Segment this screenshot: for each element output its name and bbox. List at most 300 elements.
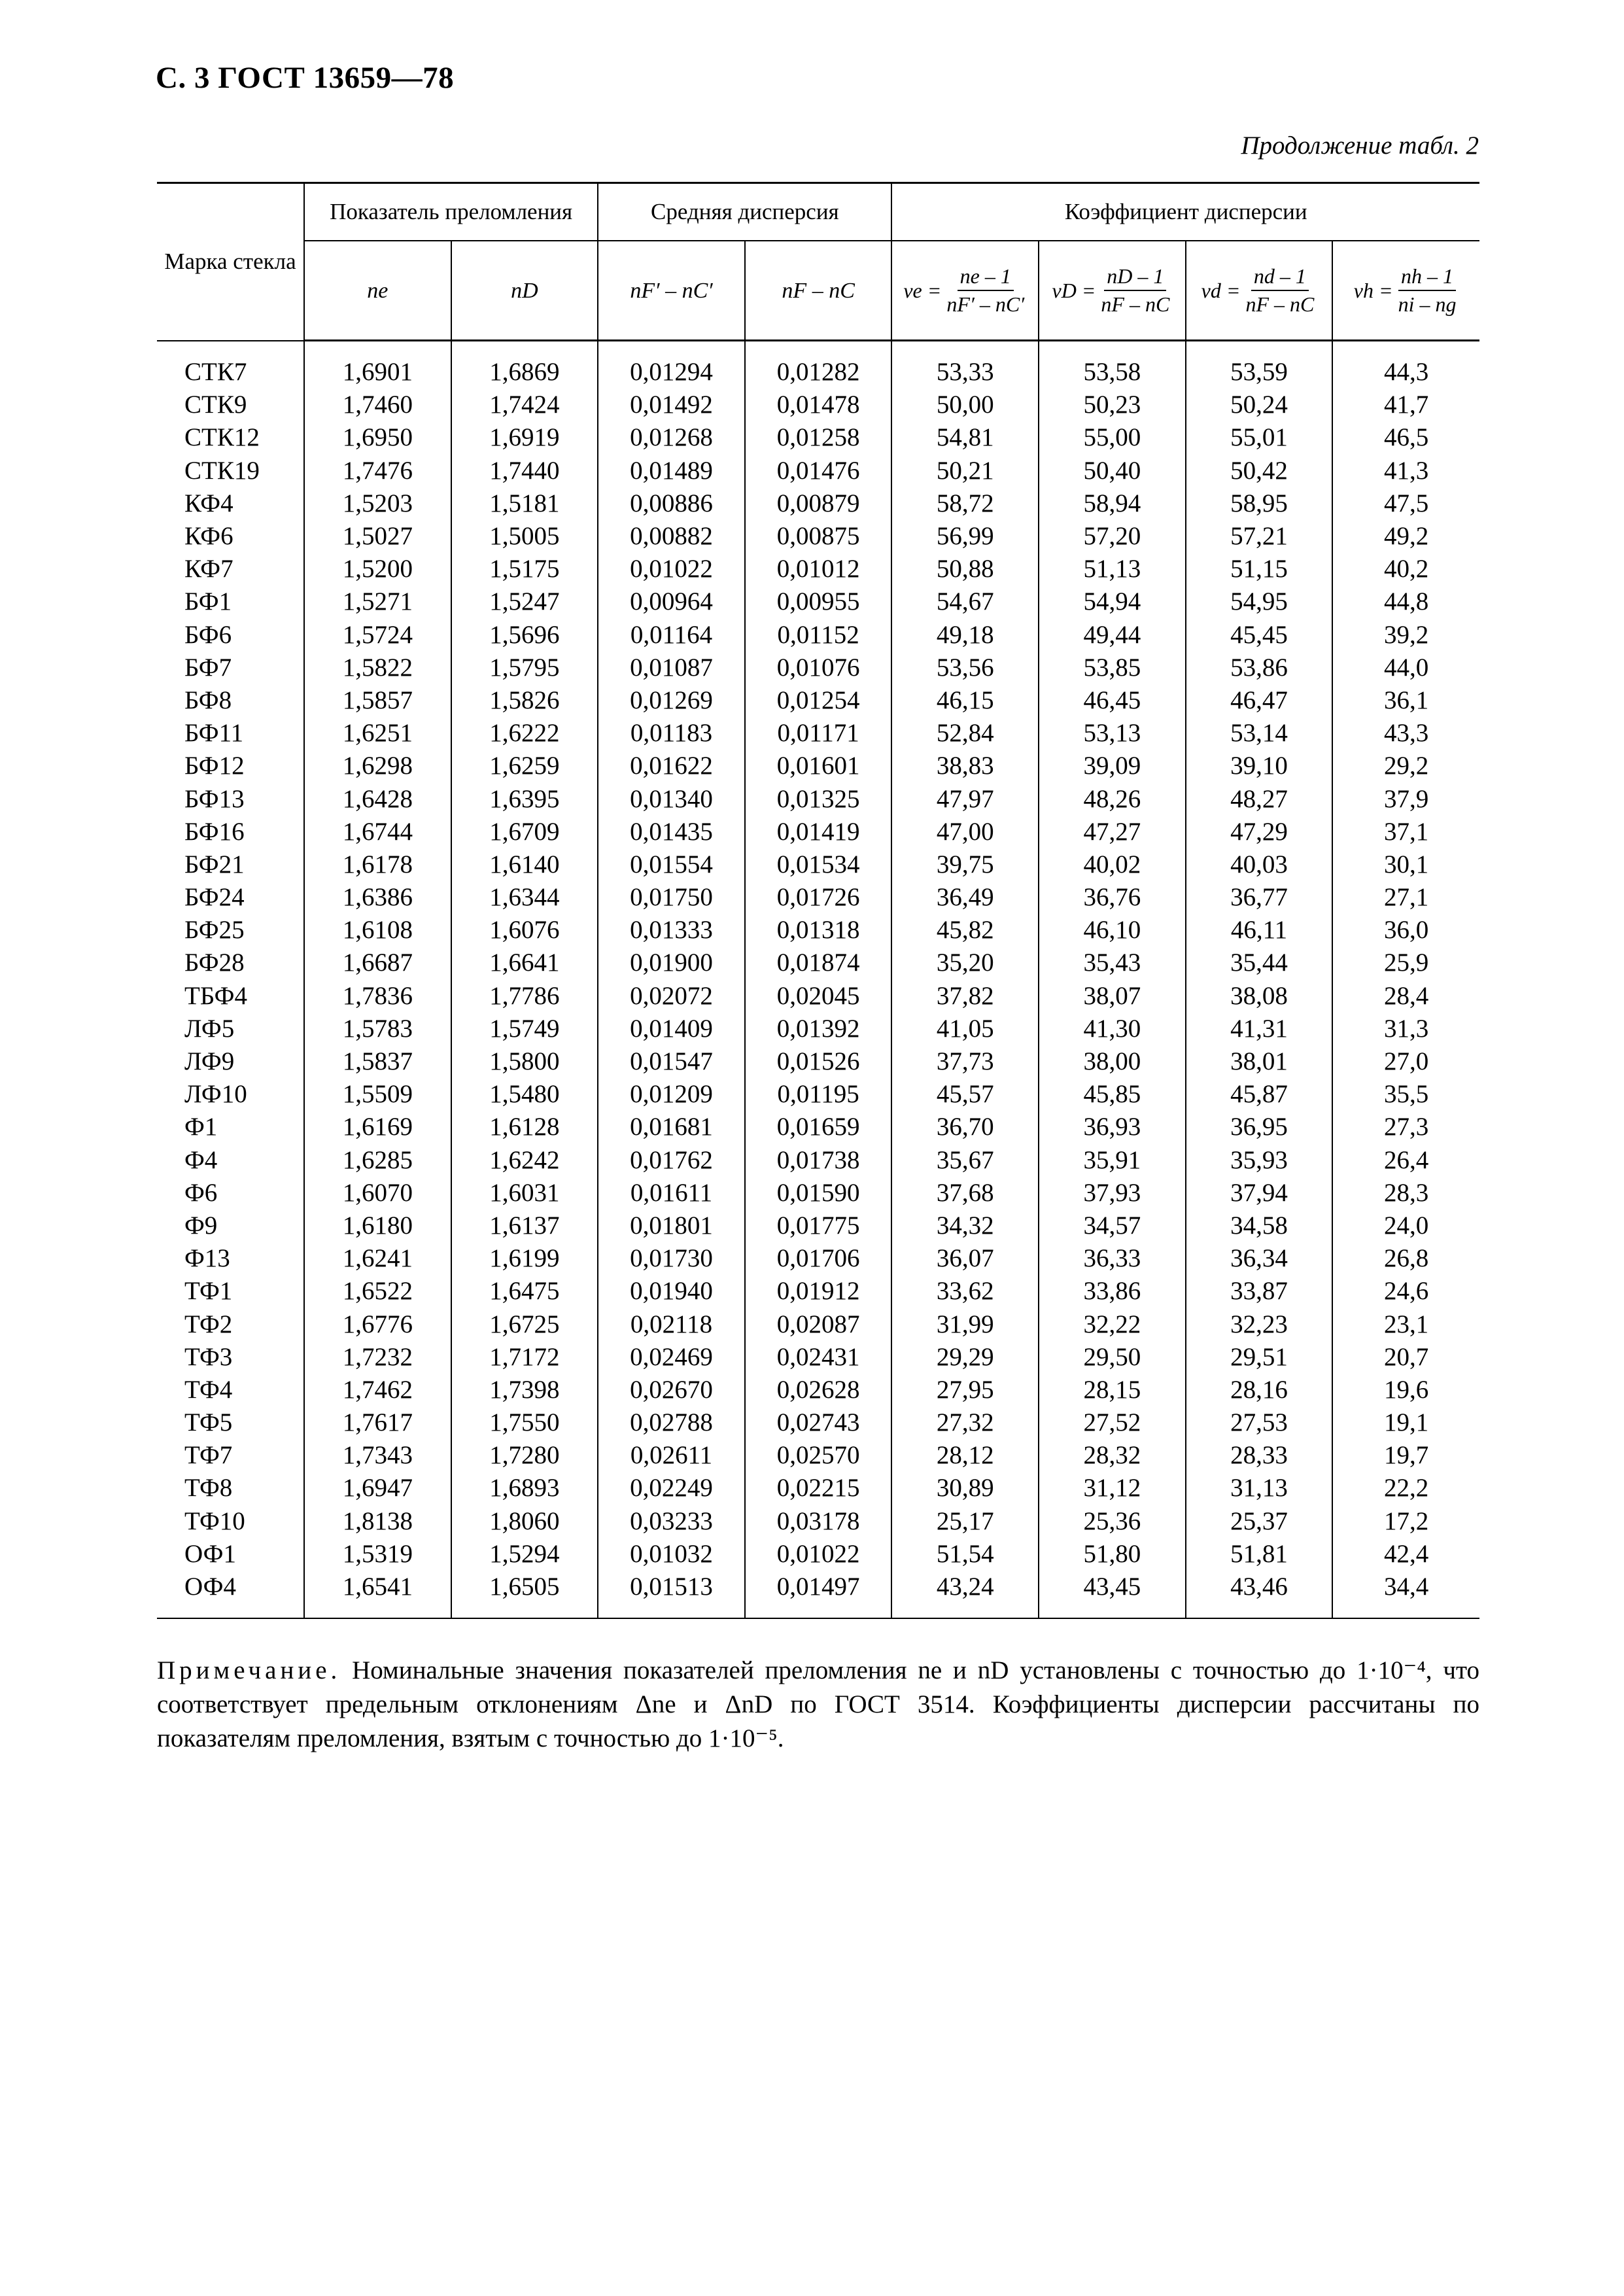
cell-ne: 1,5509 (304, 1078, 451, 1111)
cell-abbe-vD: 55,00 (1039, 421, 1186, 454)
cell-nF-prime-minus-nC-prime: 0,01022 (598, 553, 745, 585)
cell-nF-prime-minus-nC-prime: 0,00886 (598, 487, 745, 520)
cell-nF-minus-nC: 0,01012 (745, 553, 892, 585)
cell-nD: 1,5795 (451, 652, 598, 684)
cell-nD: 1,8060 (451, 1505, 598, 1538)
cell-ne: 1,5271 (304, 585, 451, 618)
cell-glass-grade: Ф4 (184, 1145, 218, 1174)
cell-abbe-vD: 46,45 (1039, 684, 1186, 717)
cell-abbe-ve: 43,24 (891, 1571, 1039, 1618)
cell-nF-prime-minus-nC-prime: 0,01409 (598, 1013, 745, 1045)
cell-nD: 1,6140 (451, 848, 598, 881)
cell-nD: 1,6725 (451, 1308, 598, 1340)
cell-abbe-vh: 35,5 (1332, 1078, 1479, 1111)
cell-abbe-vh: 26,4 (1332, 1144, 1479, 1177)
cell-abbe-ve: 37,82 (891, 980, 1039, 1013)
cell-ne: 1,6241 (304, 1242, 451, 1275)
cell-abbe-vD: 38,07 (1039, 980, 1186, 1013)
cell-abbe-vh: 22,2 (1332, 1472, 1479, 1505)
cell-nD: 1,6222 (451, 717, 598, 750)
cell-glass-grade: ОФ4 (157, 1571, 304, 1618)
cell-nF-prime-minus-nC-prime: 0,01900 (598, 947, 745, 979)
table-header (157, 183, 1479, 341)
cell-abbe-vh: 42,4 (1332, 1538, 1479, 1571)
column-header-nF-minus-nC: nF – nC (745, 241, 892, 341)
table-row (157, 947, 1479, 979)
cell-abbe-vh: 41,7 (1332, 389, 1479, 421)
cell-abbe-vD: 34,57 (1039, 1209, 1186, 1242)
cell-nD: 1,6076 (451, 914, 598, 947)
cell-abbe-vh: 24,0 (1332, 1209, 1479, 1242)
cell-abbe-vD: 33,86 (1039, 1275, 1186, 1308)
cell-abbe-vD: 40,02 (1039, 848, 1186, 881)
cell-ne: 1,7836 (304, 980, 451, 1013)
cell-nF-minus-nC: 0,00879 (745, 487, 892, 520)
cell-nF-minus-nC: 0,01476 (745, 455, 892, 487)
table-row (157, 1472, 1479, 1505)
cell-nF-prime-minus-nC-prime: 0,01611 (598, 1177, 745, 1209)
column-header-abbe-vd: νd = $\frac{nd - 1}{nF - nC}$ (1186, 241, 1333, 341)
cell-abbe-vd: 51,81 (1186, 1538, 1333, 1571)
cell-abbe-vD: 49,44 (1039, 619, 1186, 652)
cell-abbe-vD: 54,94 (1039, 585, 1186, 618)
cell-abbe-vD: 48,26 (1039, 782, 1186, 815)
cell-nF-prime-minus-nC-prime: 0,01554 (598, 848, 745, 881)
table-row (157, 1045, 1479, 1078)
cell-abbe-vh: 27,3 (1332, 1111, 1479, 1143)
cell-ne: 1,5027 (304, 520, 451, 553)
cell-abbe-ve: 36,49 (891, 881, 1039, 914)
cell-abbe-vh: 28,3 (1332, 1177, 1479, 1209)
table-row (157, 1538, 1479, 1571)
cell-abbe-vD: 28,15 (1039, 1374, 1186, 1406)
cell-abbe-vD: 53,13 (1039, 717, 1186, 750)
cell-nF-minus-nC: 0,00875 (745, 520, 892, 553)
cell-glass-grade: Ф13 (184, 1244, 230, 1273)
cell-abbe-vh: 44,3 (1332, 341, 1479, 389)
cell-abbe-vd: 46,11 (1186, 914, 1333, 947)
cell-abbe-vD: 50,23 (1039, 389, 1186, 421)
cell-abbe-ve: 50,88 (891, 553, 1039, 585)
cell-abbe-vD: 39,09 (1039, 750, 1186, 782)
table-row (157, 848, 1479, 881)
cell-abbe-vh: 49,2 (1332, 520, 1479, 553)
cell-nD: 1,6137 (451, 1209, 598, 1242)
cell-abbe-vh: 30,1 (1332, 848, 1479, 881)
cell-nD: 1,7550 (451, 1406, 598, 1439)
cell-nF-minus-nC: 0,01152 (745, 619, 892, 652)
cell-glass-grade: ТФ3 (184, 1342, 233, 1371)
table-row (157, 1177, 1479, 1209)
cell-ne: 1,8138 (304, 1505, 451, 1538)
cell-abbe-vD: 57,20 (1039, 520, 1186, 553)
cell-nD: 1,5480 (451, 1078, 598, 1111)
cell-abbe-vh: 19,7 (1332, 1439, 1479, 1472)
cell-abbe-vD: 43,45 (1039, 1571, 1186, 1618)
cell-nF-minus-nC: 0,01254 (745, 684, 892, 717)
cell-ne: 1,7232 (304, 1341, 451, 1374)
cell-abbe-vD: 36,33 (1039, 1242, 1186, 1275)
cell-nF-minus-nC: 0,01282 (745, 341, 892, 389)
cell-nF-prime-minus-nC-prime: 0,01333 (598, 914, 745, 947)
cell-abbe-vh: 19,6 (1332, 1374, 1479, 1406)
table-row (157, 1078, 1479, 1111)
cell-ne: 1,6108 (304, 914, 451, 947)
cell-glass-grade: СТК7 (184, 357, 247, 386)
cell-abbe-vh: 37,1 (1332, 816, 1479, 848)
cell-abbe-vd: 54,95 (1186, 585, 1333, 618)
cell-abbe-vD: 53,58 (1039, 341, 1186, 389)
cell-nF-prime-minus-nC-prime: 0,01435 (598, 816, 745, 848)
cell-nD: 1,5247 (451, 585, 598, 618)
cell-abbe-vd: 53,14 (1186, 717, 1333, 750)
cell-nF-prime-minus-nC-prime: 0,01492 (598, 389, 745, 421)
cell-ne: 1,7343 (304, 1439, 451, 1472)
cell-glass-grade: Ф1 (184, 1113, 218, 1141)
cell-nF-prime-minus-nC-prime: 0,02118 (598, 1308, 745, 1340)
cell-ne: 1,6169 (304, 1111, 451, 1143)
cell-abbe-vh: 19,1 (1332, 1406, 1479, 1439)
cell-nD: 1,6128 (451, 1111, 598, 1143)
table-row (157, 816, 1479, 848)
cell-abbe-vD: 28,32 (1039, 1439, 1186, 1472)
cell-nF-prime-minus-nC-prime: 0,00964 (598, 585, 745, 618)
cell-ne: 1,6285 (304, 1144, 451, 1177)
cell-abbe-ve: 51,54 (891, 1538, 1039, 1571)
cell-nF-minus-nC: 0,02570 (745, 1439, 892, 1472)
cell-ne: 1,6298 (304, 750, 451, 782)
cell-abbe-vd: 57,21 (1186, 520, 1333, 553)
cell-abbe-vh: 41,3 (1332, 455, 1479, 487)
cell-abbe-vD: 31,12 (1039, 1472, 1186, 1505)
cell-nF-prime-minus-nC-prime: 0,01801 (598, 1209, 745, 1242)
cell-abbe-vd: 34,58 (1186, 1209, 1333, 1242)
table-row (157, 652, 1479, 684)
cell-nD: 1,5294 (451, 1538, 598, 1571)
cell-nF-minus-nC: 0,01195 (745, 1078, 892, 1111)
cell-nF-minus-nC: 0,02743 (745, 1406, 892, 1439)
cell-nF-prime-minus-nC-prime: 0,01762 (598, 1144, 745, 1177)
table-row (157, 487, 1479, 520)
cell-abbe-vd: 32,23 (1186, 1308, 1333, 1340)
cell-ne: 1,7617 (304, 1406, 451, 1439)
cell-abbe-ve: 45,82 (891, 914, 1039, 947)
cell-abbe-ve: 30,89 (891, 1472, 1039, 1505)
cell-glass-grade: ТФ7 (184, 1441, 233, 1470)
glass-properties-table (157, 182, 1479, 1619)
cell-glass-grade: БФ13 (184, 784, 245, 813)
cell-abbe-ve: 34,32 (891, 1209, 1039, 1242)
cell-abbe-vh: 34,4 (1332, 1571, 1479, 1618)
note-text: Номинальные значения показателей преломления ne и nD установлены с точностью до 1·10⁻⁴, что соответствует предельным отклонениям Δne и ΔnD по ГОСТ 3514. Коэффициенты дисперсии рассчитаны по показателям преломления, взятым с точностью до 1·10⁻⁵. (157, 1656, 1480, 1752)
cell-nD: 1,6199 (451, 1242, 598, 1275)
cell-nF-minus-nC: 0,01706 (745, 1242, 892, 1275)
cell-nF-prime-minus-nC-prime: 0,01940 (598, 1275, 745, 1308)
cell-glass-grade: КФ6 (184, 522, 233, 551)
cell-abbe-ve: 53,33 (891, 341, 1039, 389)
cell-nD: 1,5749 (451, 1013, 598, 1045)
cell-ne: 1,6178 (304, 848, 451, 881)
cell-abbe-vd: 39,10 (1186, 750, 1333, 782)
cell-abbe-vD: 53,85 (1039, 652, 1186, 684)
cell-ne: 1,6947 (304, 1472, 451, 1505)
cell-ne: 1,6386 (304, 881, 451, 914)
cell-nF-prime-minus-nC-prime: 0,01489 (598, 455, 745, 487)
cell-abbe-vd: 58,95 (1186, 487, 1333, 520)
cell-glass-grade: СТК12 (184, 423, 260, 452)
cell-nF-minus-nC: 0,01590 (745, 1177, 892, 1209)
cell-abbe-vD: 36,93 (1039, 1111, 1186, 1143)
cell-abbe-vd: 36,77 (1186, 881, 1333, 914)
cell-abbe-ve: 28,12 (891, 1439, 1039, 1472)
cell-nD: 1,6395 (451, 782, 598, 815)
cell-ne: 1,6251 (304, 717, 451, 750)
cell-abbe-vh: 27,0 (1332, 1045, 1479, 1078)
table-note (157, 1654, 1479, 1756)
table-row (157, 389, 1479, 421)
cell-abbe-vD: 47,27 (1039, 816, 1186, 848)
cell-nD: 1,6259 (451, 750, 598, 782)
cell-nF-prime-minus-nC-prime: 0,01622 (598, 750, 745, 782)
cell-nF-minus-nC: 0,02431 (745, 1341, 892, 1374)
group-header-mean-dispersion: Средняя дисперсия (598, 183, 891, 241)
cell-nF-prime-minus-nC-prime: 0,01730 (598, 1242, 745, 1275)
cell-abbe-ve: 56,99 (891, 520, 1039, 553)
table-row (157, 1571, 1479, 1618)
cell-nF-minus-nC: 0,00955 (745, 585, 892, 618)
table-row (157, 750, 1479, 782)
cell-nD: 1,6242 (451, 1144, 598, 1177)
cell-nD: 1,6919 (451, 421, 598, 454)
group-header-dispersion-coefficient: Коэффициент дисперсии (891, 183, 1479, 241)
table-row (157, 455, 1479, 487)
cell-nF-minus-nC: 0,01726 (745, 881, 892, 914)
cell-abbe-vh: 44,0 (1332, 652, 1479, 684)
cell-abbe-ve: 37,73 (891, 1045, 1039, 1078)
cell-abbe-vd: 35,93 (1186, 1144, 1333, 1177)
cell-glass-grade: ТБФ4 (184, 981, 247, 1010)
cell-abbe-vh: 28,4 (1332, 980, 1479, 1013)
table-row (157, 881, 1479, 914)
cell-abbe-vh: 43,3 (1332, 717, 1479, 750)
cell-abbe-vD: 25,36 (1039, 1505, 1186, 1538)
cell-abbe-vh: 44,8 (1332, 585, 1479, 618)
cell-nF-minus-nC: 0,01258 (745, 421, 892, 454)
cell-abbe-vd: 46,47 (1186, 684, 1333, 717)
cell-nF-prime-minus-nC-prime: 0,00882 (598, 520, 745, 553)
cell-abbe-ve: 36,07 (891, 1242, 1039, 1275)
table-row (157, 1209, 1479, 1242)
cell-abbe-vd: 28,16 (1186, 1374, 1333, 1406)
cell-abbe-vD: 27,52 (1039, 1406, 1186, 1439)
cell-abbe-vh: 29,2 (1332, 750, 1479, 782)
cell-glass-grade: БФ12 (184, 752, 245, 780)
cell-nF-prime-minus-nC-prime: 0,02072 (598, 980, 745, 1013)
cell-abbe-vd: 29,51 (1186, 1341, 1333, 1374)
cell-glass-grade: ТФ10 (184, 1506, 245, 1535)
column-header-abbe-ve: νe = $\frac{ne - 1}{nF' - nC'}$ (891, 241, 1039, 341)
cell-glass-grade: БФ24 (184, 883, 245, 912)
cell-nD: 1,7280 (451, 1439, 598, 1472)
cell-abbe-vd: 31,13 (1186, 1472, 1333, 1505)
cell-abbe-vD: 58,94 (1039, 487, 1186, 520)
cell-nF-minus-nC: 0,01526 (745, 1045, 892, 1078)
cell-ne: 1,5783 (304, 1013, 451, 1045)
cell-abbe-vD: 51,13 (1039, 553, 1186, 585)
cell-abbe-ve: 38,83 (891, 750, 1039, 782)
cell-abbe-vd: 48,27 (1186, 782, 1333, 815)
cell-nD: 1,7786 (451, 980, 598, 1013)
cell-nF-prime-minus-nC-prime: 0,01269 (598, 684, 745, 717)
cell-ne: 1,5203 (304, 487, 451, 520)
table-body (157, 341, 1479, 1619)
cell-abbe-vh: 36,1 (1332, 684, 1479, 717)
table-row (157, 1308, 1479, 1340)
cell-glass-grade: ЛФ5 (184, 1014, 235, 1043)
cell-nD: 1,6641 (451, 947, 598, 979)
cell-glass-grade: КФ7 (184, 555, 233, 583)
cell-nD: 1,5800 (451, 1045, 598, 1078)
cell-nF-minus-nC: 0,02045 (745, 980, 892, 1013)
table-row (157, 1374, 1479, 1406)
cell-ne: 1,6070 (304, 1177, 451, 1209)
cell-glass-grade: БФ28 (184, 948, 245, 977)
cell-ne: 1,5837 (304, 1045, 451, 1078)
cell-nD: 1,5826 (451, 684, 598, 717)
cell-glass-grade: БФ7 (184, 653, 232, 682)
cell-abbe-vd: 50,24 (1186, 389, 1333, 421)
cell-nF-prime-minus-nC-prime: 0,02611 (598, 1439, 745, 1472)
cell-nD: 1,7424 (451, 389, 598, 421)
cell-nD: 1,6869 (451, 341, 598, 389)
cell-glass-grade: СТК19 (184, 456, 260, 485)
cell-abbe-vD: 37,93 (1039, 1177, 1186, 1209)
cell-nD: 1,5005 (451, 520, 598, 553)
cell-nF-prime-minus-nC-prime: 0,01294 (598, 341, 745, 389)
cell-nF-minus-nC: 0,01392 (745, 1013, 892, 1045)
table-row (157, 341, 1479, 389)
cell-nF-prime-minus-nC-prime: 0,01513 (598, 1571, 745, 1618)
cell-ne: 1,5857 (304, 684, 451, 717)
cell-abbe-vd: 38,08 (1186, 980, 1333, 1013)
cell-nF-minus-nC: 0,02215 (745, 1472, 892, 1505)
table-row (157, 1275, 1479, 1308)
cell-nD: 1,5696 (451, 619, 598, 652)
cell-abbe-vh: 37,9 (1332, 782, 1479, 815)
cell-nF-prime-minus-nC-prime: 0,02469 (598, 1341, 745, 1374)
cell-abbe-ve: 47,00 (891, 816, 1039, 848)
cell-glass-grade: БФ16 (184, 817, 245, 846)
cell-abbe-vh: 40,2 (1332, 553, 1479, 585)
cell-abbe-vd: 25,37 (1186, 1505, 1333, 1538)
cell-glass-grade: ТФ4 (184, 1375, 233, 1404)
cell-abbe-ve: 27,32 (891, 1406, 1039, 1439)
cell-ne: 1,5200 (304, 553, 451, 585)
cell-ne: 1,5822 (304, 652, 451, 684)
cell-nD: 1,7398 (451, 1374, 598, 1406)
cell-ne: 1,6180 (304, 1209, 451, 1242)
cell-abbe-vh: 26,8 (1332, 1242, 1479, 1275)
cell-nF-prime-minus-nC-prime: 0,01183 (598, 717, 745, 750)
cell-abbe-vh: 23,1 (1332, 1308, 1479, 1340)
cell-abbe-vh: 36,0 (1332, 914, 1479, 947)
cell-nF-minus-nC: 0,01318 (745, 914, 892, 947)
cell-abbe-ve: 37,68 (891, 1177, 1039, 1209)
cell-abbe-vD: 35,43 (1039, 947, 1186, 979)
cell-nF-prime-minus-nC-prime: 0,02249 (598, 1472, 745, 1505)
cell-nF-minus-nC: 0,01534 (745, 848, 892, 881)
page-header: С. 3 ГОСТ 13659—78 (156, 61, 455, 95)
cell-ne: 1,6901 (304, 341, 451, 389)
cell-abbe-vD: 36,76 (1039, 881, 1186, 914)
cell-glass-grade: БФ25 (184, 916, 245, 945)
cell-nD: 1,6475 (451, 1275, 598, 1308)
cell-nF-prime-minus-nC-prime: 0,01547 (598, 1045, 745, 1078)
cell-glass-grade: Ф9 (184, 1211, 218, 1240)
cell-nF-prime-minus-nC-prime: 0,01087 (598, 652, 745, 684)
cell-abbe-ve: 54,81 (891, 421, 1039, 454)
cell-ne: 1,6950 (304, 421, 451, 454)
cell-glass-grade: КФ4 (184, 489, 233, 517)
cell-ne: 1,7476 (304, 455, 451, 487)
cell-abbe-vd: 37,94 (1186, 1177, 1333, 1209)
note-label: Примечание. (157, 1656, 341, 1684)
cell-glass-grade: ЛФ10 (184, 1080, 247, 1109)
table-row (157, 619, 1479, 652)
cell-abbe-vD: 51,80 (1039, 1538, 1186, 1571)
cell-glass-grade: СТК9 (184, 391, 247, 419)
cell-abbe-vd: 41,31 (1186, 1013, 1333, 1045)
cell-glass-grade: БФ21 (184, 850, 245, 878)
cell-abbe-vh: 20,7 (1332, 1341, 1479, 1374)
cell-nF-minus-nC: 0,01497 (745, 1571, 892, 1618)
cell-abbe-ve: 50,21 (891, 455, 1039, 487)
cell-ne: 1,7462 (304, 1374, 451, 1406)
cell-abbe-vD: 29,50 (1039, 1341, 1186, 1374)
cell-glass-grade: ТФ8 (184, 1474, 233, 1503)
cell-abbe-vD: 41,30 (1039, 1013, 1186, 1045)
cell-abbe-vd: 47,29 (1186, 816, 1333, 848)
cell-glass-grade: БФ6 (184, 620, 232, 649)
cell-nF-prime-minus-nC-prime: 0,03233 (598, 1505, 745, 1538)
cell-abbe-ve: 58,72 (891, 487, 1039, 520)
cell-abbe-ve: 54,67 (891, 585, 1039, 618)
column-header-nF-prime-minus-nC-prime: nF′ – nC′ (598, 241, 745, 341)
cell-ne: 1,6744 (304, 816, 451, 848)
table-row (157, 717, 1479, 750)
cell-nF-minus-nC: 0,03178 (745, 1505, 892, 1538)
cell-nF-prime-minus-nC-prime: 0,01032 (598, 1538, 745, 1571)
cell-nF-prime-minus-nC-prime: 0,01681 (598, 1111, 745, 1143)
cell-abbe-ve: 50,00 (891, 389, 1039, 421)
cell-nF-prime-minus-nC-prime: 0,01340 (598, 782, 745, 815)
cell-abbe-vh: 47,5 (1332, 487, 1479, 520)
cell-ne: 1,6428 (304, 782, 451, 815)
cell-glass-grade: БФ8 (184, 686, 232, 714)
cell-abbe-ve: 46,15 (891, 684, 1039, 717)
cell-glass-grade: ТФ5 (184, 1408, 233, 1437)
table-continuation-label: Продолжение табл. 2 (1241, 131, 1479, 160)
cell-abbe-vd: 40,03 (1186, 848, 1333, 881)
table-row (157, 1341, 1479, 1374)
cell-nF-minus-nC: 0,02087 (745, 1308, 892, 1340)
cell-abbe-ve: 25,17 (891, 1505, 1039, 1538)
table-row (157, 1406, 1479, 1439)
cell-ne: 1,5724 (304, 619, 451, 652)
cell-abbe-vd: 36,34 (1186, 1242, 1333, 1275)
cell-glass-grade: ОФ1 (184, 1539, 236, 1568)
cell-abbe-vh: 25,9 (1332, 947, 1479, 979)
